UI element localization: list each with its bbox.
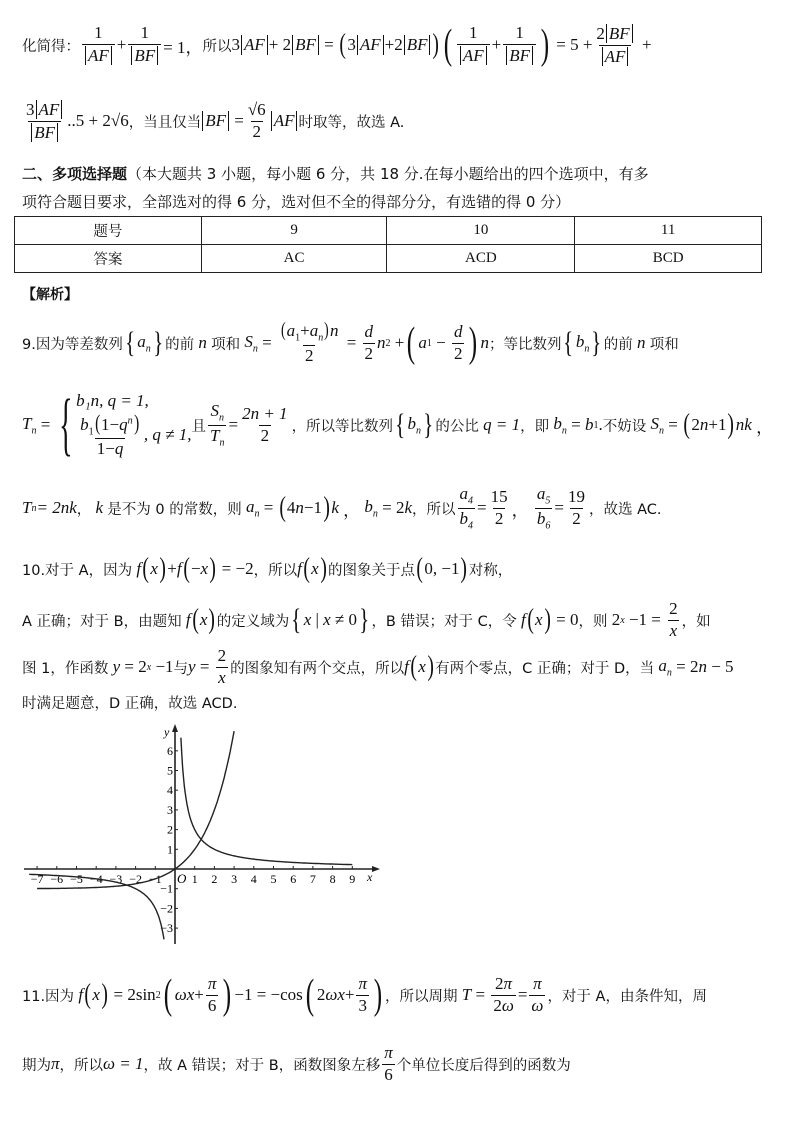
table-header-row [15,217,762,245]
y-axis-label: y [164,725,170,739]
origin-label: O [177,871,187,886]
ticks [31,744,356,935]
x-tick-label: −5 [70,872,83,886]
y-tick-label: 3 [167,802,173,817]
case-q-equals-1: b₁n, q = 1, [76,391,149,411]
q10-line-4: 时满足题意，D 正确，故选 ACD. [22,696,238,712]
x-tick-label: 2 [211,872,218,886]
section-desc-1: （本大题共 3 小题，每小题 6 分，共 18 分.在每小题给出的四个选项中，有多 [127,165,649,183]
table-cell: BCD [575,245,762,273]
x-tick-label: 9 [349,872,356,886]
q11-line-2: 期为 π ，所以 ω = 1 ，故 A 错误；对于 B，函数图象左移 $\frac{\pi}{6}$ 个单位长度后得到的函数为 [22,1042,571,1084]
q9-line-2: $T_n$ = { b₁n, q = 1, $\frac{b_1(1-q^n)}{1-q}$ , q ≠ 1, 且 $\frac{S_n}{T_n}$ = $\frac{2n + 1}{2}$ ，所以等比数列 { $b_n$ } 的公比 q = 1 ，即 $b_n$ = b 1 . 不妨设 $S_n$ = ( 2 n +1 ) nk ， [22,386,774,463]
table-row [15,245,762,273]
q11-line-1: 11.因为 f ( x ) = 2sin 2 ( ωx + $\frac{\pi}{6}$ ) −1 = −cos ( 2 ωx + $\frac{\pi}{3}$ ) ，所以周期 T = $\frac{2\pi}{2\omega}$ = $\frac{\pi}{\omega}$ ，对于 A，由条件知，周 [22,972,707,1018]
table-cell: 11 [575,217,762,245]
y-axis-arrow [172,724,178,732]
curve-hyperbola-right [181,738,352,865]
x-tick-label: −7 [30,872,44,886]
x-tick-label: 4 [250,872,257,886]
x-axis-label: x [367,870,373,884]
x-tick-label: 3 [231,872,238,886]
inequality-line: $\frac{3 AF}{BF}$ ..5 + 2 √6 ， 当且仅当 BF = $\frac{√6}{2}$ AF 时取等，故选 A. [26,99,405,142]
simplify-prefix: 化简得： [22,38,80,55]
q10-line-3: 图 1，作函数 y = 2 x −1 与 y = $\frac{2}{x}$ 的图象知有两个交点，所以 f ( x ) 有两个零点，C 正确；对于 D，当 $a_n$ = 2 n − 5 [22,645,734,687]
y-tick-label: 4 [167,783,173,798]
table-cell: 题号 [15,217,202,245]
q9-line-3: T n = 2nk ， k 是不为 0 的常数，则 $a_n$ = ( 4 n −1 ) k ， $b_n$ = 2 k ，所以 $\frac{a_4}{b_4}$ = $\frac{15}{2}$ ， $\frac{a_5}{b_6}$ = $\frac{19}{2}$ ，故选 AC. [22,484,662,531]
q10-line-2: A 正确；对于 B，由题知 f ( x ) 的定义域为 { x | x ≠ 0 } ，B 错误；对于 C，令 f ( x ) = 0 ，则 2 x −1 = $\frac{2}{x}$ ，如 [22,598,711,640]
x-tick-label: −3 [109,872,123,886]
x-tick-label: 5 [270,872,277,886]
section-heading [22,163,649,184]
x-tick-label: 1 [191,872,198,886]
q10-line-1: 10.对于 A，因为 f ( x ) + f ( − x ) = −2 ，所以 f ( x ) 的图象关于点 ( 0, −1 ) 对称， [22,553,513,584]
frac-3af-over-bf: $\frac{3 AF}{BF}$ [24,100,65,142]
table-cell: 答案 [15,245,202,273]
table-cell: 9 [201,217,387,245]
frac-2bf-over-af: $\frac{2 BF}{AF}$ [594,24,635,66]
x-tick-label: −2 [129,872,142,886]
answer-table [14,216,762,273]
curve-exponential [37,731,234,888]
x-tick-label: −1 [148,872,162,886]
table-cell: 10 [387,217,575,245]
section-desc-2: 项符合题目要求，全部选对的得 6 分，选对但不全的得部分分，有选错的得 0 分） [22,193,571,211]
x-axis-arrow [372,866,380,872]
table-cell: ACD [387,245,575,273]
y-tick-label: 6 [167,743,173,758]
y-tick-label: −1 [160,881,173,896]
table-cell: AC [201,245,387,273]
analysis-label: 【解析】 [22,287,78,303]
y-tick-label: −2 [160,901,173,916]
x-tick-label: 6 [290,872,297,886]
frac-1-over-bf: $\frac{1}{BF}$ [128,24,161,65]
frac-1-over-af: $\frac{1}{AF}$ [82,24,115,65]
curves [29,731,352,939]
y-tick-label: −3 [160,921,173,936]
x-tick-label: −6 [50,872,64,886]
y-tick-label: 2 [167,822,173,837]
axes [24,724,380,944]
x-tick-label: −4 [89,872,103,886]
simplify-line: 化简得： $\frac{1}{AF}$ + $\frac{1}{BF}$ = 1， 所以 3 AF + 2 BF = ( 3 AF + 2 BF ) ( $\frac{1}{AF}$ + $\frac{1}{BF}$ ) = 5 + $\frac{2 BF}{AF}$ + [22,22,652,68]
x-tick-label: 7 [309,872,316,886]
q9-line-1: 9.因为等差数列 { $a_n$ } 的前 n 项和 $S_n$ = $\frac{(a_1+a_n)n}{2}$ = $\frac{d}{2}$ n 2 + ( a 1 − $\frac{d}{2}$ ) n ；等比数列 { $b_n$ } 的前 n 项和 [22,319,679,366]
section-title: 二、多项选择题 [22,165,128,183]
x-tick-label: 8 [329,872,336,886]
y-tick-label: 1 [167,842,173,857]
y-tick-label: 5 [167,763,173,778]
function-graph [24,722,384,947]
